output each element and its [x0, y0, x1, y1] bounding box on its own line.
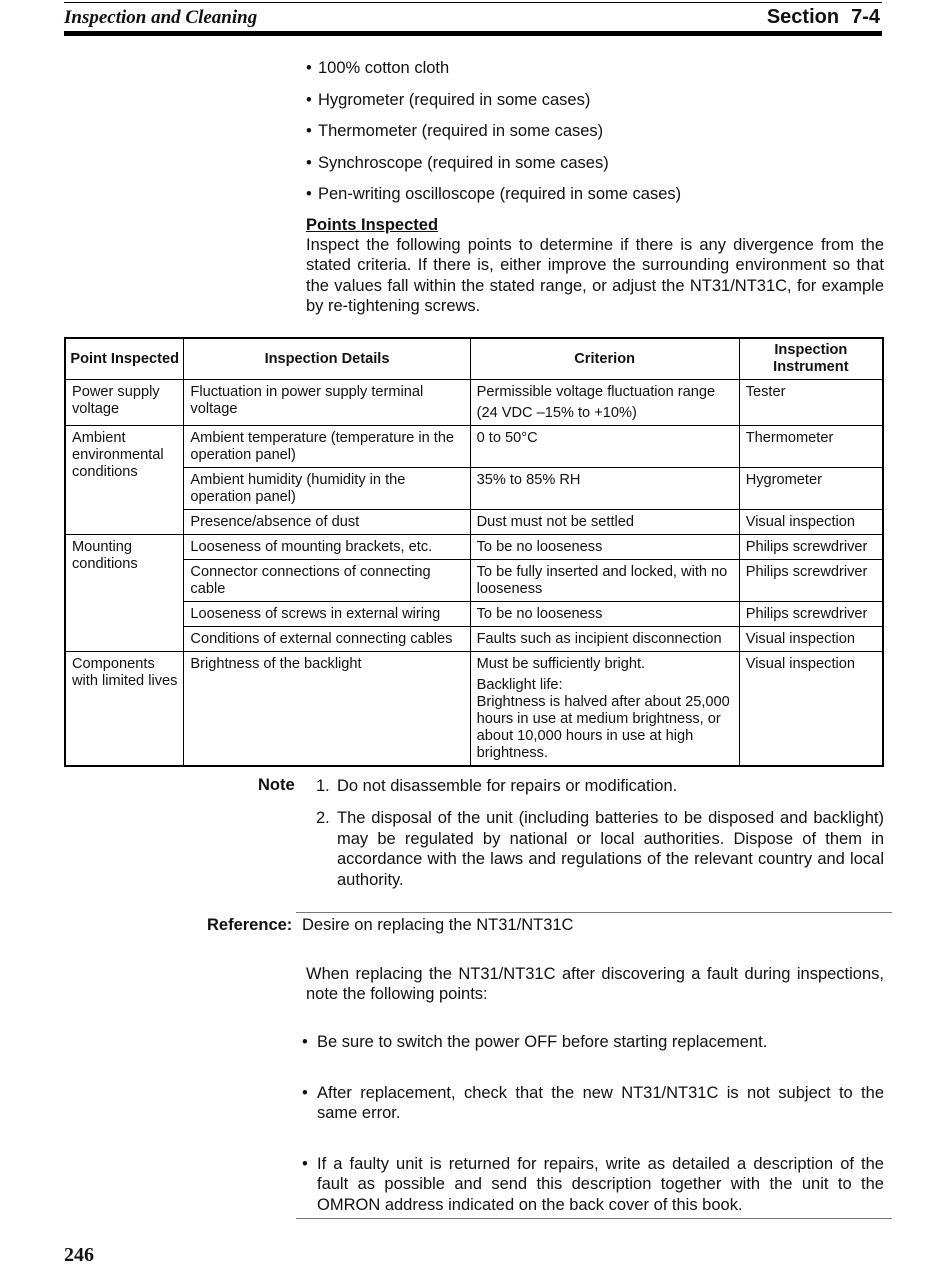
required-tools-list: [306, 57, 884, 215]
table-row: [65, 426, 883, 468]
reference-label: Reference:: [207, 916, 293, 934]
criterion-line: Permissible voltage fluctuation range: [476, 384, 716, 400]
criterion-line: (24 VDC –15% to +10%): [476, 405, 637, 421]
instrument-cell: Visual inspection: [739, 510, 883, 535]
table-row: [65, 510, 883, 535]
detail-cell: Presence/absence of dust: [184, 510, 470, 535]
detail-cell: Ambient humidity (humidity in the operation panel): [184, 468, 470, 510]
list-item: [300, 1083, 884, 1124]
bullet: •: [306, 185, 312, 203]
table-row: [65, 380, 883, 426]
list-item: [306, 89, 884, 121]
point-cell: Power supply voltage: [65, 380, 184, 426]
note-text: Do not disassemble for repairs or modification.: [337, 777, 678, 795]
section-label: [767, 6, 880, 29]
bullet: •: [306, 59, 312, 77]
header-top-rule: [64, 2, 882, 3]
list-item-text: Hygrometer (required in some cases): [318, 90, 591, 109]
detail-cell: Brightness of the backlight: [184, 652, 470, 767]
criterion-cell: [470, 652, 739, 767]
note-item: [316, 776, 884, 796]
criterion-cell: 35% to 85% RH: [470, 468, 739, 510]
column-header-criterion: Criterion: [470, 338, 739, 380]
table-row: [65, 602, 883, 627]
detail-cell: Looseness of mounting brackets, etc.: [184, 535, 470, 560]
list-item-text: Pen-writing oscilloscope (required in some cases): [318, 185, 682, 203]
list-item-text: After replacement, check that the new NT31/NT31C is not subject to the same error.: [317, 1084, 884, 1123]
table-row: [65, 627, 883, 652]
list-item: [306, 120, 884, 152]
bullet: •: [302, 1084, 308, 1102]
note-number: 2.: [316, 809, 330, 828]
note-text: The disposal of the unit (including batteries to be disposed and backlight) may be regulated by national or local authorities. Dispose of them in accordance with the laws and regulations of the relevant country and local authority.: [337, 809, 884, 889]
list-item: [300, 1154, 884, 1215]
table-row: [65, 535, 883, 560]
reference-bullet-list: [300, 1083, 884, 1124]
detail-cell: Looseness of screws in external wiring: [184, 602, 470, 627]
instrument-cell: Philips screwdriver: [739, 602, 883, 627]
points-inspected-section: [306, 215, 884, 317]
list-item: [306, 57, 884, 89]
criterion-line: Brightness is halved after about 25,000 hours in use at medium brightness, or about 10,000 hours in use at high brightness.: [476, 694, 730, 761]
criterion-line: Must be sufficiently bright.: [476, 656, 646, 672]
column-header-point: Point Inspected: [65, 338, 184, 380]
detail-cell: Conditions of external connecting cables: [184, 627, 470, 652]
detail-cell: Connector connections of connecting cable: [184, 560, 470, 602]
inspection-table: [64, 337, 884, 767]
criterion-cell: [470, 380, 739, 426]
point-cell: Mounting conditions: [65, 535, 184, 652]
instrument-cell: Thermometer: [739, 426, 883, 468]
criterion-cell: To be fully inserted and locked, with no looseness: [470, 560, 739, 602]
list-item-text: 100% cotton cloth: [318, 59, 450, 77]
list-item-text: Synchroscope (required in some cases): [318, 153, 609, 172]
instrument-cell: Hygrometer: [739, 468, 883, 510]
bullet: •: [306, 122, 312, 140]
column-header-details: Inspection Details: [184, 338, 470, 380]
detail-cell: Fluctuation in power supply terminal voltage: [184, 380, 470, 426]
note-list: [316, 776, 884, 902]
bullet: •: [302, 1155, 308, 1173]
instrument-cell: Philips screwdriver: [739, 560, 883, 602]
instrument-cell: Philips screwdriver: [739, 535, 883, 560]
points-inspected-paragraph: Inspect the following points to determine if there is any divergence from the stated criteria. If there is, either improve the surrounding environment so that the values fall within the stated range, or adjust the NT31/NT31C, for example by re-tightening screws.: [306, 236, 884, 316]
reference-title: Desire on replacing the NT31/NT31C: [302, 916, 574, 934]
section-word: Section: [766, 6, 840, 28]
list-item: [306, 152, 884, 184]
point-cell: Ambient environmental conditions: [65, 426, 184, 535]
instrument-cell: Visual inspection: [739, 627, 883, 652]
chapter-title: Inspection and Cleaning: [64, 7, 258, 28]
detail-cell: Ambient temperature (temperature in the operation panel): [184, 426, 470, 468]
note-number: 1.: [316, 777, 330, 795]
criterion-cell: To be no looseness: [470, 602, 739, 627]
note-item: [316, 808, 884, 890]
reference-bottom-rule: [296, 1218, 892, 1219]
criterion-cell: To be no looseness: [470, 535, 739, 560]
header-bottom-rule: [64, 31, 882, 36]
list-item-text: If a faulty unit is returned for repairs, write as detailed a description of the fault as possible and send this description together with the unit to the OMRON address indicated on the back cover of this book.: [317, 1155, 884, 1214]
table-row: [65, 652, 883, 767]
list-item: [300, 1032, 884, 1052]
reference-paragraph: When replacing the NT31/NT31C after discovering a fault during inspections, note the following points:: [306, 965, 884, 1004]
table-row: [65, 468, 883, 510]
point-cell: Components with limited lives: [65, 652, 184, 767]
table-row: [65, 560, 883, 602]
criterion-cell: Dust must not be settled: [470, 510, 739, 535]
list-item-text: Thermometer (required in some cases): [318, 122, 604, 140]
criterion-cell: 0 to 50°C: [470, 426, 739, 468]
bullet: •: [306, 90, 312, 109]
list-item-text: Be sure to switch the power OFF before starting replacement.: [317, 1033, 768, 1051]
page-header: [64, 0, 882, 36]
list-item: [306, 183, 884, 215]
reference-top-rule: [296, 912, 892, 913]
bullet: •: [302, 1033, 308, 1051]
bullet: •: [306, 153, 312, 172]
note-label: Note: [258, 776, 295, 794]
reference-bullet-list: [300, 1154, 884, 1215]
instrument-cell: Tester: [739, 380, 883, 426]
points-inspected-heading: Points Inspected: [306, 216, 439, 234]
page-number: 246: [64, 1244, 94, 1266]
column-header-instrument: Inspection Instrument: [739, 338, 883, 380]
criterion-cell: Faults such as incipient disconnection: [470, 627, 739, 652]
section-number: 7-4: [851, 6, 880, 28]
reference-bullet-list: [300, 1032, 884, 1052]
criterion-line: Backlight life:: [476, 677, 563, 693]
instrument-cell: Visual inspection: [739, 652, 883, 767]
